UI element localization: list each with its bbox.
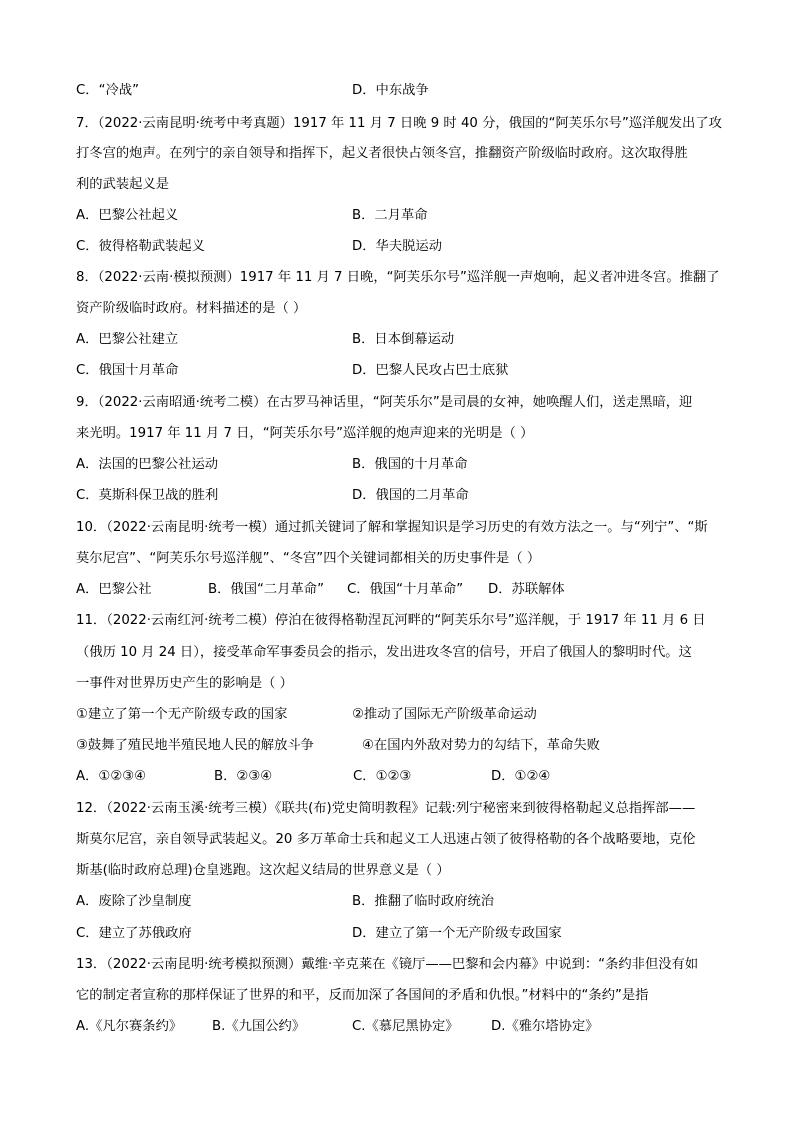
option-d: D．俄国的二月革命 bbox=[352, 488, 469, 503]
option-c: C．俄国“十月革命” bbox=[347, 582, 464, 597]
option-a: A．巴黎公社起义 bbox=[76, 208, 179, 223]
statement-2: ②推动了国际无产阶级革命运动 bbox=[352, 707, 537, 722]
question-stem: 10．（2022·云南昆明·统考一模）通过抓关键词了解和掌握知识是学习历史的有效方法之一。与“列宁”、“斯 bbox=[76, 520, 708, 535]
question-stem: 打冬宫的炮声。在列宁的亲自领导和指挥下，起义者很快占领冬宫，推翻资产阶级临时政府。这次取得胜 bbox=[76, 146, 688, 161]
option-d: D．巴黎人民攻占巴士底狱 bbox=[352, 363, 509, 378]
option-a: A．①②③④ bbox=[76, 769, 147, 784]
option-d: D．华夫脱运动 bbox=[352, 239, 443, 254]
option-b: B．二月革命 bbox=[352, 208, 428, 223]
option-c: C．“冷战” bbox=[76, 83, 139, 98]
option-b: B.《九国公约》 bbox=[212, 1019, 306, 1034]
option-c: C．莫斯科保卫战的胜利 bbox=[76, 488, 219, 503]
question-stem: 它的制定者宣称的那样保证了世界的和平，反而加深了各国间的矛盾和仇恨。”材料中的“条约”是指 bbox=[76, 988, 649, 1003]
option-c: C．俄国十月革命 bbox=[76, 363, 179, 378]
question-stem: 利的武装起义是 bbox=[76, 177, 170, 192]
option-b: B．俄国的十月革命 bbox=[352, 457, 468, 472]
question-stem: 来光明。1917 年 11 月 7 日，“阿芙乐尔号”巡洋舰的炮声迎来的光明是（ ） bbox=[76, 426, 534, 441]
question-stem: 8．（2022·云南·模拟预测）1917 年 11 月 7 日晚，“阿芙乐尔号”巡洋舰一声炮响，起义者冲进冬宫。推翻了 bbox=[76, 270, 720, 285]
option-d: D.《雅尔塔协定》 bbox=[491, 1019, 599, 1034]
statement-4: ④在国内外敌对势力的勾结下，革命失败 bbox=[362, 738, 600, 753]
question-stem: 11．（2022·云南红河·统考二模）停泊在彼得格勒涅瓦河畔的“阿芙乐尔号”巡洋舰，于 1917 年 11 月 6 日 bbox=[76, 613, 706, 628]
option-d: D．中东战争 bbox=[352, 83, 429, 98]
option-a: A．巴黎公社建立 bbox=[76, 332, 179, 347]
option-d: D．①②④ bbox=[491, 769, 551, 784]
option-d: D．苏联解体 bbox=[488, 582, 565, 597]
option-b: B．推翻了临时政府统治 bbox=[352, 894, 495, 909]
option-c: C．建立了苏俄政府 bbox=[76, 926, 192, 941]
question-stem: 7．（2022·云南昆明·统考中考真题）1917 年 11 月 7 日晚 9 时 40 分，俄国的“阿芙乐尔号”巡洋舰发出了攻 bbox=[76, 116, 722, 131]
option-b: B．②③④ bbox=[214, 769, 273, 784]
statement-3: ③鼓舞了殖民地半殖民地人民的解放斗争 bbox=[76, 738, 314, 753]
question-stem: 莫尔尼宫”、“阿芙乐尔号巡洋舰”、“冬宫”四个关键词都相关的历史事件是（ ） bbox=[76, 551, 541, 566]
option-c: C．①②③ bbox=[353, 769, 412, 784]
option-d: D．建立了第一个无产阶级专政国家 bbox=[352, 926, 562, 941]
option-a: A．废除了沙皇制度 bbox=[76, 894, 192, 909]
option-b: B．日本倒幕运动 bbox=[352, 332, 455, 347]
question-stem: 12．（2022·云南玉溪·统考三模）《联共(布)党史简明教程》记载:列宁秘密来到彼得格勒起义总指挥部—— bbox=[76, 801, 696, 816]
question-stem: 斯基(临时政府总理)仓皇逃跑。这次起义结局的世界意义是（ ） bbox=[76, 863, 450, 878]
question-stem: （俄历 10 月 24 日），接受革命军事委员会的指示，发出进攻冬宫的信号，开启了俄国人的黎明时代。这 bbox=[76, 645, 692, 660]
question-stem: 一事件对世界历史产生的影响是（ ） bbox=[76, 676, 293, 691]
question-stem: 9．（2022·云南昭通·统考二模）在古罗马神话里，“阿芙乐尔”是司晨的女神，她唤醒人们，送走黑暗，迎 bbox=[76, 395, 693, 410]
option-b: B．俄国“二月革命” bbox=[208, 582, 324, 597]
question-stem: 资产阶级临时政府。材料描述的是（ ） bbox=[76, 301, 307, 316]
question-stem: 13．（2022·云南昆明·统考模拟预测）戴维·辛克莱在《镜厅——巴黎和会内幕》中说到：“条约非但没有如 bbox=[76, 957, 699, 972]
option-a: A．巴黎公社 bbox=[76, 582, 152, 597]
question-stem: 斯莫尔尼宫，亲自领导武装起义。20 多万革命士兵和起义工人迅速占领了彼得格勒的各个战略要地，克伦 bbox=[76, 832, 696, 847]
option-c: C．彼得格勒武装起义 bbox=[76, 239, 205, 254]
statement-1: ①建立了第一个无产阶级专政的国家 bbox=[76, 707, 288, 722]
option-a: A.《凡尔赛条约》 bbox=[76, 1019, 183, 1034]
option-a: A．法国的巴黎公社运动 bbox=[76, 457, 219, 472]
option-c: C.《慕尼黑协定》 bbox=[352, 1019, 459, 1034]
